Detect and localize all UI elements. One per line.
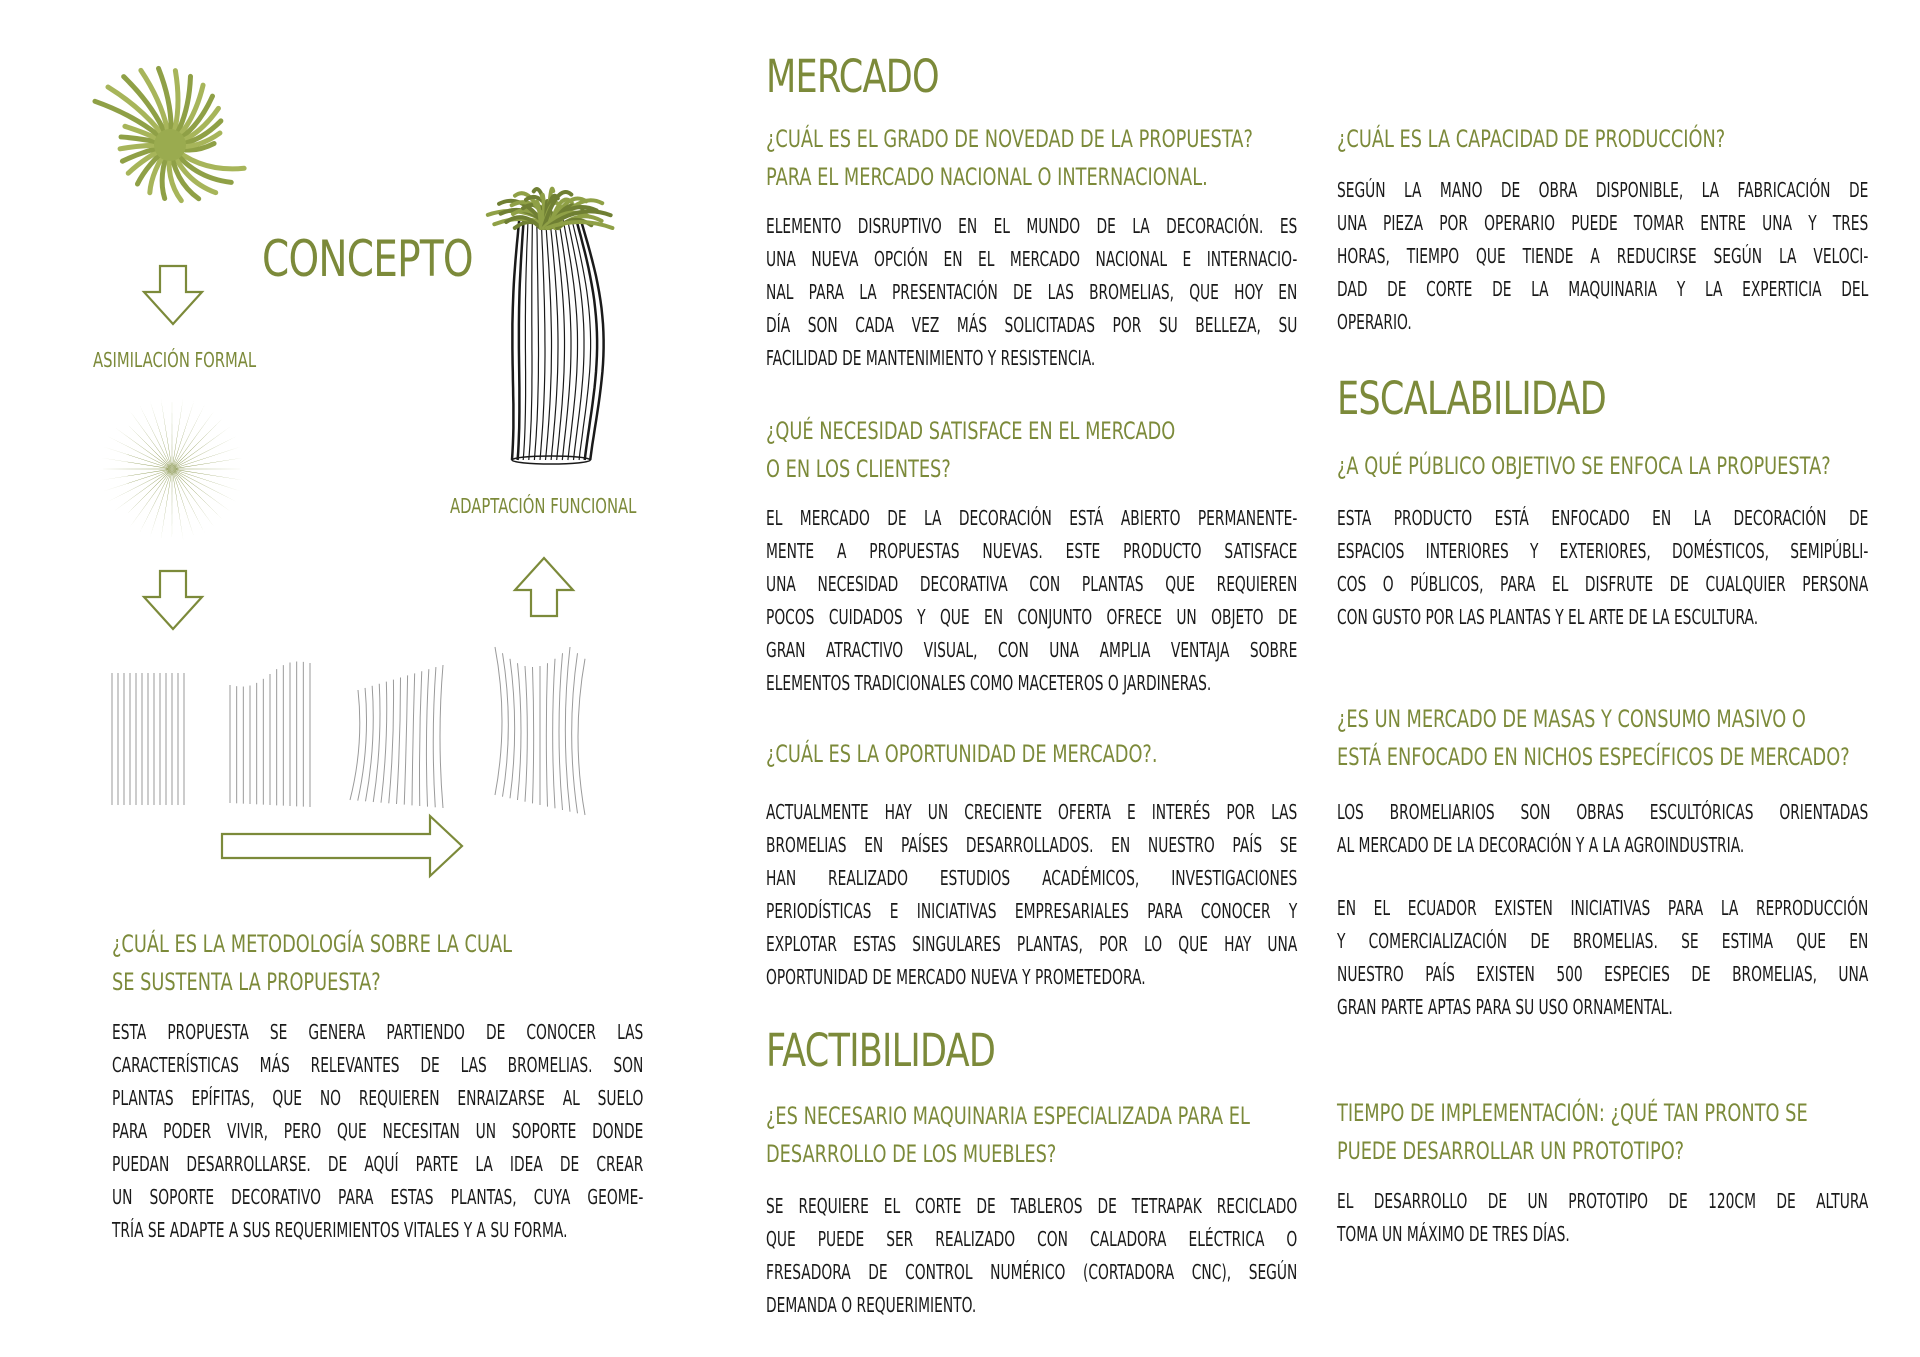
factibilidad-answer-2: SEGÚN LA MANO DE OBRA DISPONIBLE, LA FABRICACIÓN DE UNA PIEZA POR OPERARIO PUEDE TOMAR ENTRE UNA Y TRES HORAS, TIEMPO QUE TIENDE A REDUCIRSE SEGÚN LA VELOCI- DAD DE CORTE DE LA MAQUINARIA Y LA EXPERTICIA DEL OPERARIO. — [1337, 178, 1869, 334]
form-line — [518, 663, 522, 800]
form-line — [565, 647, 570, 812]
factibilidad-question-1: ¿ES NECESARIO MAQUINARIA ESPECIALIZADA PARA EL DESARROLLO DE LOS MUEBLES? — [766, 1102, 1250, 1168]
escalabilidad-question-1: ¿A QUÉ PÚBLICO OBJETIVO SE ENFOCA LA PROPUESTA? — [1337, 452, 1831, 480]
form-stage — [350, 665, 443, 808]
method-answer: ESTA PROPUESTA SE GENERA PARTIENDO DE CONOCER LAS CARACTERÍSTICAS MÁS RELEVANTES DE LAS BROMELIAS. SON PLANTAS EPÍFITAS, QUE NO REQUIEREN ENRAIZARSE AL SUELO PARA PODER VIVIR, PERO QUE NECESITAN UN SOPORTE DONDE PUEDAN DESARROLLARSE. DE AQUÍ PARTE LA IDEA DE CREAR UN SOPORTE DECORATIVO PARA ESTAS PLANTAS, CUYA GEOME- TRÍA SE ADAPTE A SUS REQUERIMIENTOS VITALES Y A SU FORMA. — [112, 1020, 644, 1242]
escalabilidad-answer-2a: LOS BROMELIARIOS SON OBRAS ESCULTÓRICAS ORIENTADAS AL MERCADO DE LA DECORACIÓN Y A LA AGROINDUSTRIA. — [1337, 800, 1869, 857]
form-line — [426, 669, 428, 807]
vase-rib — [546, 220, 552, 460]
down-arrow-icon — [142, 569, 204, 631]
star-ray — [172, 469, 214, 527]
escalabilidad-answer-3: EL DESARROLLO DE UN PROTOTIPO DE 120CM DE ALTURA TOMA UN MÁXIMO DE TRES DÍAS. — [1337, 1189, 1869, 1246]
star-ray — [172, 411, 214, 469]
adaptation-label: ADAPTACIÓN FUNCIONAL — [450, 494, 637, 518]
form-line — [350, 690, 360, 800]
star-ray — [172, 405, 205, 469]
form-line — [533, 667, 534, 803]
star-ray — [172, 469, 240, 491]
form-stage — [112, 673, 184, 805]
factibilidad-answer-1: SE REQUIERE EL CORTE DE TABLEROS DE TETRAPAK RECICLADO QUE PUEDE SER REALIZADO CON CALADORA ELÉCTRICA O FRESADORA DE CONTROL NUMÉRICO (CORTADORA CNC), SEGÚN DEMANDA O REQUERIMIENTO. — [766, 1194, 1298, 1317]
form-line — [420, 671, 422, 806]
plant-core — [154, 129, 186, 161]
vase-rib — [576, 220, 597, 460]
form-line — [433, 667, 436, 807]
star-ray — [172, 401, 194, 469]
mercado-answer-3: ACTUALMENTE HAY UN CRECIENTE OFERTA E INTERÉS POR LAS BROMELIAS EN PAÍSES DESARROLLADOS. EN NUESTRO PAÍS SE HAN REALIZADO ESTUDIOS ACADÉMICOS, INVESTIGACIONES PERIODÍSTICAS E INICIATIVAS EMPRESARIALES PARA CONOCER Y EXPLOTAR ESTAS SINGULARES PLANTAS, POR LO QUE HAY UNA OPORTUNIDAD DE MERCADO NUEVA Y PROMETEDORA. — [766, 800, 1298, 989]
mercado-answer-2: EL MERCADO DE LA DECORACIÓN ESTÁ ABIERTO PERMANENTE- MENTE A PROPUESTAS NUEVAS. ESTE PRODUCTO SATISFACE UNA NECESIDAD DECORATIVA CON PLANTAS QUE REQUIEREN POCOS CUIDADOS Y QUE EN CONJUNTO OFRECE UN OBJETO DE GRAN ATRACTIVO VISUAL, CON UNA AMPLIA VENTAJA SOBRE ELEMENTOS TRADICIONALES COMO MACETEROS O JARDINERAS. — [766, 506, 1298, 695]
star-ray — [104, 469, 172, 491]
star-ray — [139, 469, 172, 533]
escalabilidad-question-2: ¿ES UN MERCADO DE MASAS Y CONSUMO MASIVO O ESTÁ ENFOCADO EN NICHOS ESPECÍFICOS DE MERCADO? — [1337, 705, 1850, 771]
vase-rib — [534, 220, 538, 460]
vase-rib — [554, 220, 564, 460]
right-arrow-icon — [220, 812, 465, 880]
form-line — [546, 663, 547, 806]
star-ray — [172, 469, 236, 502]
form-line — [404, 675, 407, 804]
up-arrow-icon — [513, 556, 575, 618]
form-line — [572, 653, 578, 813]
mercado-question-1: ¿CUÁL ES EL GRADO DE NOVEDAD DE LA PROPUESTA? PARA EL MERCADO NACIONAL O INTERNACIONAL. — [766, 125, 1253, 191]
star-ray — [172, 469, 205, 533]
form-line — [503, 653, 509, 796]
form-line — [495, 647, 502, 795]
star-ray — [104, 447, 172, 469]
vase-rib — [529, 220, 533, 460]
method-question: ¿CUÁL ES LA METODOLOGÍA SOBRE LA CUAL SE SUSTENTA LA PROPUESTA? — [112, 930, 513, 996]
mercado-answer-1: ELEMENTO DISRUPTIVO EN EL MUNDO DE LA DECORACIÓN. ES UNA NUEVA OPCIÓN EN EL MERCADO NACIONAL E INTERNACIO- NAL PARA LA PRESENTACIÓN DE LAS BROMELIAS, QUE HOY EN DÍA SON CADA VEZ MÁS SOLICITADAS POR SU BELLEZA, SU FACILIDAD DE MANTENIMIENTO Y RESISTENCIA. — [766, 214, 1298, 370]
form-line — [381, 682, 387, 803]
star-ray — [172, 418, 223, 469]
form-line — [510, 659, 515, 799]
form-line — [373, 684, 380, 802]
form-line — [366, 686, 374, 802]
form-line — [525, 666, 527, 802]
star-ray — [172, 436, 236, 469]
star-ray — [114, 427, 172, 469]
star-ray — [172, 469, 230, 511]
escalabilidad-answer-2b: EN EL ECUADOR EXISTEN INICIATIVAS PARA LA REPRODUCCIÓN Y COMERCIALIZACIÓN DE BROMELIAS. SE ESTIMA QUE EN NUESTRO PAÍS EXISTEN 500 ESPECIES DE BROMELIAS, UNA GRAN PARTE APTAS PARA SU USO ORNAMENTAL. — [1337, 896, 1869, 1019]
star-ray — [121, 469, 172, 520]
concept-title: CONCEPTO — [262, 230, 473, 288]
form-line — [397, 678, 401, 805]
star-ray — [108, 469, 172, 502]
form-line — [578, 659, 585, 815]
mercado-question-3: ¿CUÁL ES LA OPORTUNIDAD DE MERCADO?. — [766, 740, 1158, 768]
form-line — [559, 653, 563, 810]
bromeliad-vase-sculpture — [480, 160, 620, 470]
assimilation-label: ASIMILACIÓN FORMAL — [93, 348, 257, 372]
down-arrow-icon — [142, 264, 204, 326]
form-stage — [230, 661, 310, 807]
star-ray — [150, 469, 172, 537]
star-ray — [172, 447, 240, 469]
form-line — [440, 665, 443, 808]
escalabilidad-question-3: TIEMPO DE IMPLEMENTACIÓN: ¿QUÉ TAN PRONTO SE PUEDE DESARROLLAR UN PROTOTIPO? — [1337, 1099, 1808, 1165]
form-line — [412, 673, 415, 805]
star-ray — [150, 401, 172, 469]
star-ray — [108, 436, 172, 469]
escalabilidad-answer-1: ESTA PRODUCTO ESTÁ ENFOCADO EN LA DECORACIÓN DE ESPACIOS INTERIORES Y EXTERIORES, DOMÉSTICOS, SEMIPÚBLI- COS O PÚBLICOS, PARA EL DISFRUTE DE CUALQUIER PERSONA CON GUSTO POR LAS PLANTAS Y EL ARTE DE LA ESCULTURA. — [1337, 506, 1869, 629]
form-line — [389, 680, 394, 804]
star-ray — [121, 418, 172, 469]
vase-rib — [523, 220, 528, 460]
form-line — [553, 659, 555, 809]
star-ray — [114, 469, 172, 511]
radial-star-icon — [95, 392, 250, 547]
form-stage — [495, 647, 585, 815]
star-ray — [172, 469, 194, 537]
bromeliad-plant-icon — [95, 40, 245, 230]
factibilidad-title: FACTIBILIDAD — [766, 1024, 996, 1077]
star-ray — [130, 469, 172, 527]
form-evolution-diagram — [110, 645, 600, 815]
vase-rib — [518, 220, 524, 460]
mercado-question-2: ¿QUÉ NECESIDAD SATISFACE EN EL MERCADO O EN LOS CLIENTES? — [766, 417, 1176, 483]
star-ray — [172, 469, 223, 520]
star-ray — [139, 405, 172, 469]
star-ray — [130, 411, 172, 469]
escalabilidad-title: ESCALABILIDAD — [1337, 372, 1607, 425]
mercado-title: MERCADO — [766, 50, 939, 103]
factibilidad-question-2: ¿CUÁL ES LA CAPACIDAD DE PRODUCCIÓN? — [1337, 125, 1726, 153]
vase-rib — [540, 220, 545, 460]
star-ray — [172, 427, 230, 469]
